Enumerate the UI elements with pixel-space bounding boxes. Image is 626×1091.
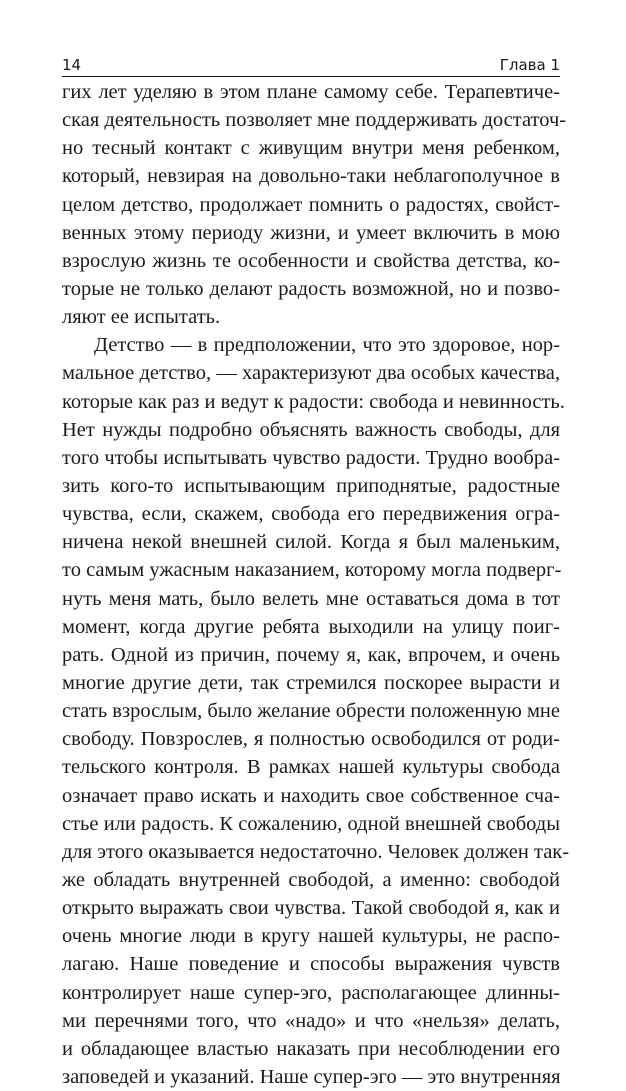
body-text bbox=[62, 78, 570, 1091]
text-line: лагаю. Наше поведение и способы выражения чувств bbox=[62, 953, 560, 976]
text-line: ничена некой внешней силой. Когда я был маленьким, bbox=[62, 531, 560, 554]
text-line: который, невзирая на довольно-таки неблагополучное в bbox=[62, 165, 560, 188]
text-line: свободу. Повзрослев, я полностью освободился от роди- bbox=[62, 728, 560, 751]
text-line: взрослую жизнь те особенности и свойства детства, ко- bbox=[62, 249, 560, 272]
text-line: венных этому периоду жизни, и умеет включить в мою bbox=[62, 221, 560, 244]
page-number: 14 bbox=[62, 56, 82, 74]
text-line: рать. Одной из причин, почему я, как, впрочем, и очень bbox=[62, 643, 560, 666]
text-line: зить кого-то испытывающим приподнятые, радостные bbox=[62, 474, 560, 497]
text-line: момент, когда другие ребята выходили на улицу поиг- bbox=[62, 615, 560, 638]
text-line: же обладать внутренней свободой, а именно: свободой bbox=[62, 868, 560, 891]
text-line: для этого оказывается недостаточно. Человек должен так- bbox=[62, 840, 570, 863]
chapter-title: Глава 1 bbox=[499, 56, 560, 74]
text-line: заповедей и указаний. Наше супер-эго — это внутренняя bbox=[62, 1065, 561, 1088]
text-line: которые как раз и ведут к радости: свобода и невинность. bbox=[62, 390, 565, 413]
text-line: но тесный контакт с живущим внутри меня ребенком, bbox=[62, 137, 560, 160]
text-line: ская деятельность позволяет мне поддерживать достаточ- bbox=[62, 109, 567, 132]
text-line: стье или радость. К сожалению, одной внешней свободы bbox=[62, 812, 560, 835]
text-line: тельского контроля. В рамках нашей культуры свобода bbox=[62, 756, 560, 779]
text-line: то самым ужасным наказанием, которому могла подверг- bbox=[62, 559, 562, 582]
text-line: Нет нужды подробно объяснять важность свободы, для bbox=[62, 418, 560, 441]
text-line: многие другие дети, так стремился поскорее вырасти и bbox=[62, 671, 560, 694]
text-line: Детство — в предположении, что это здоровое, нор- bbox=[94, 334, 560, 357]
running-head bbox=[62, 52, 560, 76]
header-rule bbox=[62, 76, 560, 77]
text-line: гих лет уделяю в этом плане самому себе. Терапевтиче- bbox=[62, 81, 560, 103]
text-line: очень многие люди в кругу нашей культуры, не распо- bbox=[62, 925, 560, 948]
text-line: контролирует наше супер-эго, располагающее длинны- bbox=[62, 981, 560, 1004]
text-line: целом детство, продолжает помнить о радостях, свойст- bbox=[62, 193, 560, 216]
text-line: ми перечнями того, что «надо» и что «нельзя» делать, bbox=[62, 1009, 560, 1032]
text-line: того чтобы испытывать чувство радости. Трудно вообра- bbox=[62, 446, 560, 469]
text-line: стать взрослым, было желание обрести положенную мне bbox=[62, 700, 560, 723]
text-line: нуть меня мать, было велеть мне оставаться дома в тот bbox=[62, 587, 560, 610]
text-line: означает право искать и находить свое собственное сча- bbox=[62, 784, 560, 807]
text-line: открыто выражать свои чувства. Такой свободой я, как и bbox=[62, 897, 560, 920]
text-line: чувства, если, скажем, свобода его передвижения огра- bbox=[62, 503, 560, 526]
text-line: и обладающее властью наказать при несоблюдении его bbox=[62, 1037, 560, 1060]
text-line: торые не только делают радость возможной, но и позво- bbox=[62, 277, 560, 300]
text-line: ляют ее испытать. bbox=[62, 306, 221, 329]
text-line: мальное детство, — характеризуют два особых качества, bbox=[62, 362, 560, 385]
